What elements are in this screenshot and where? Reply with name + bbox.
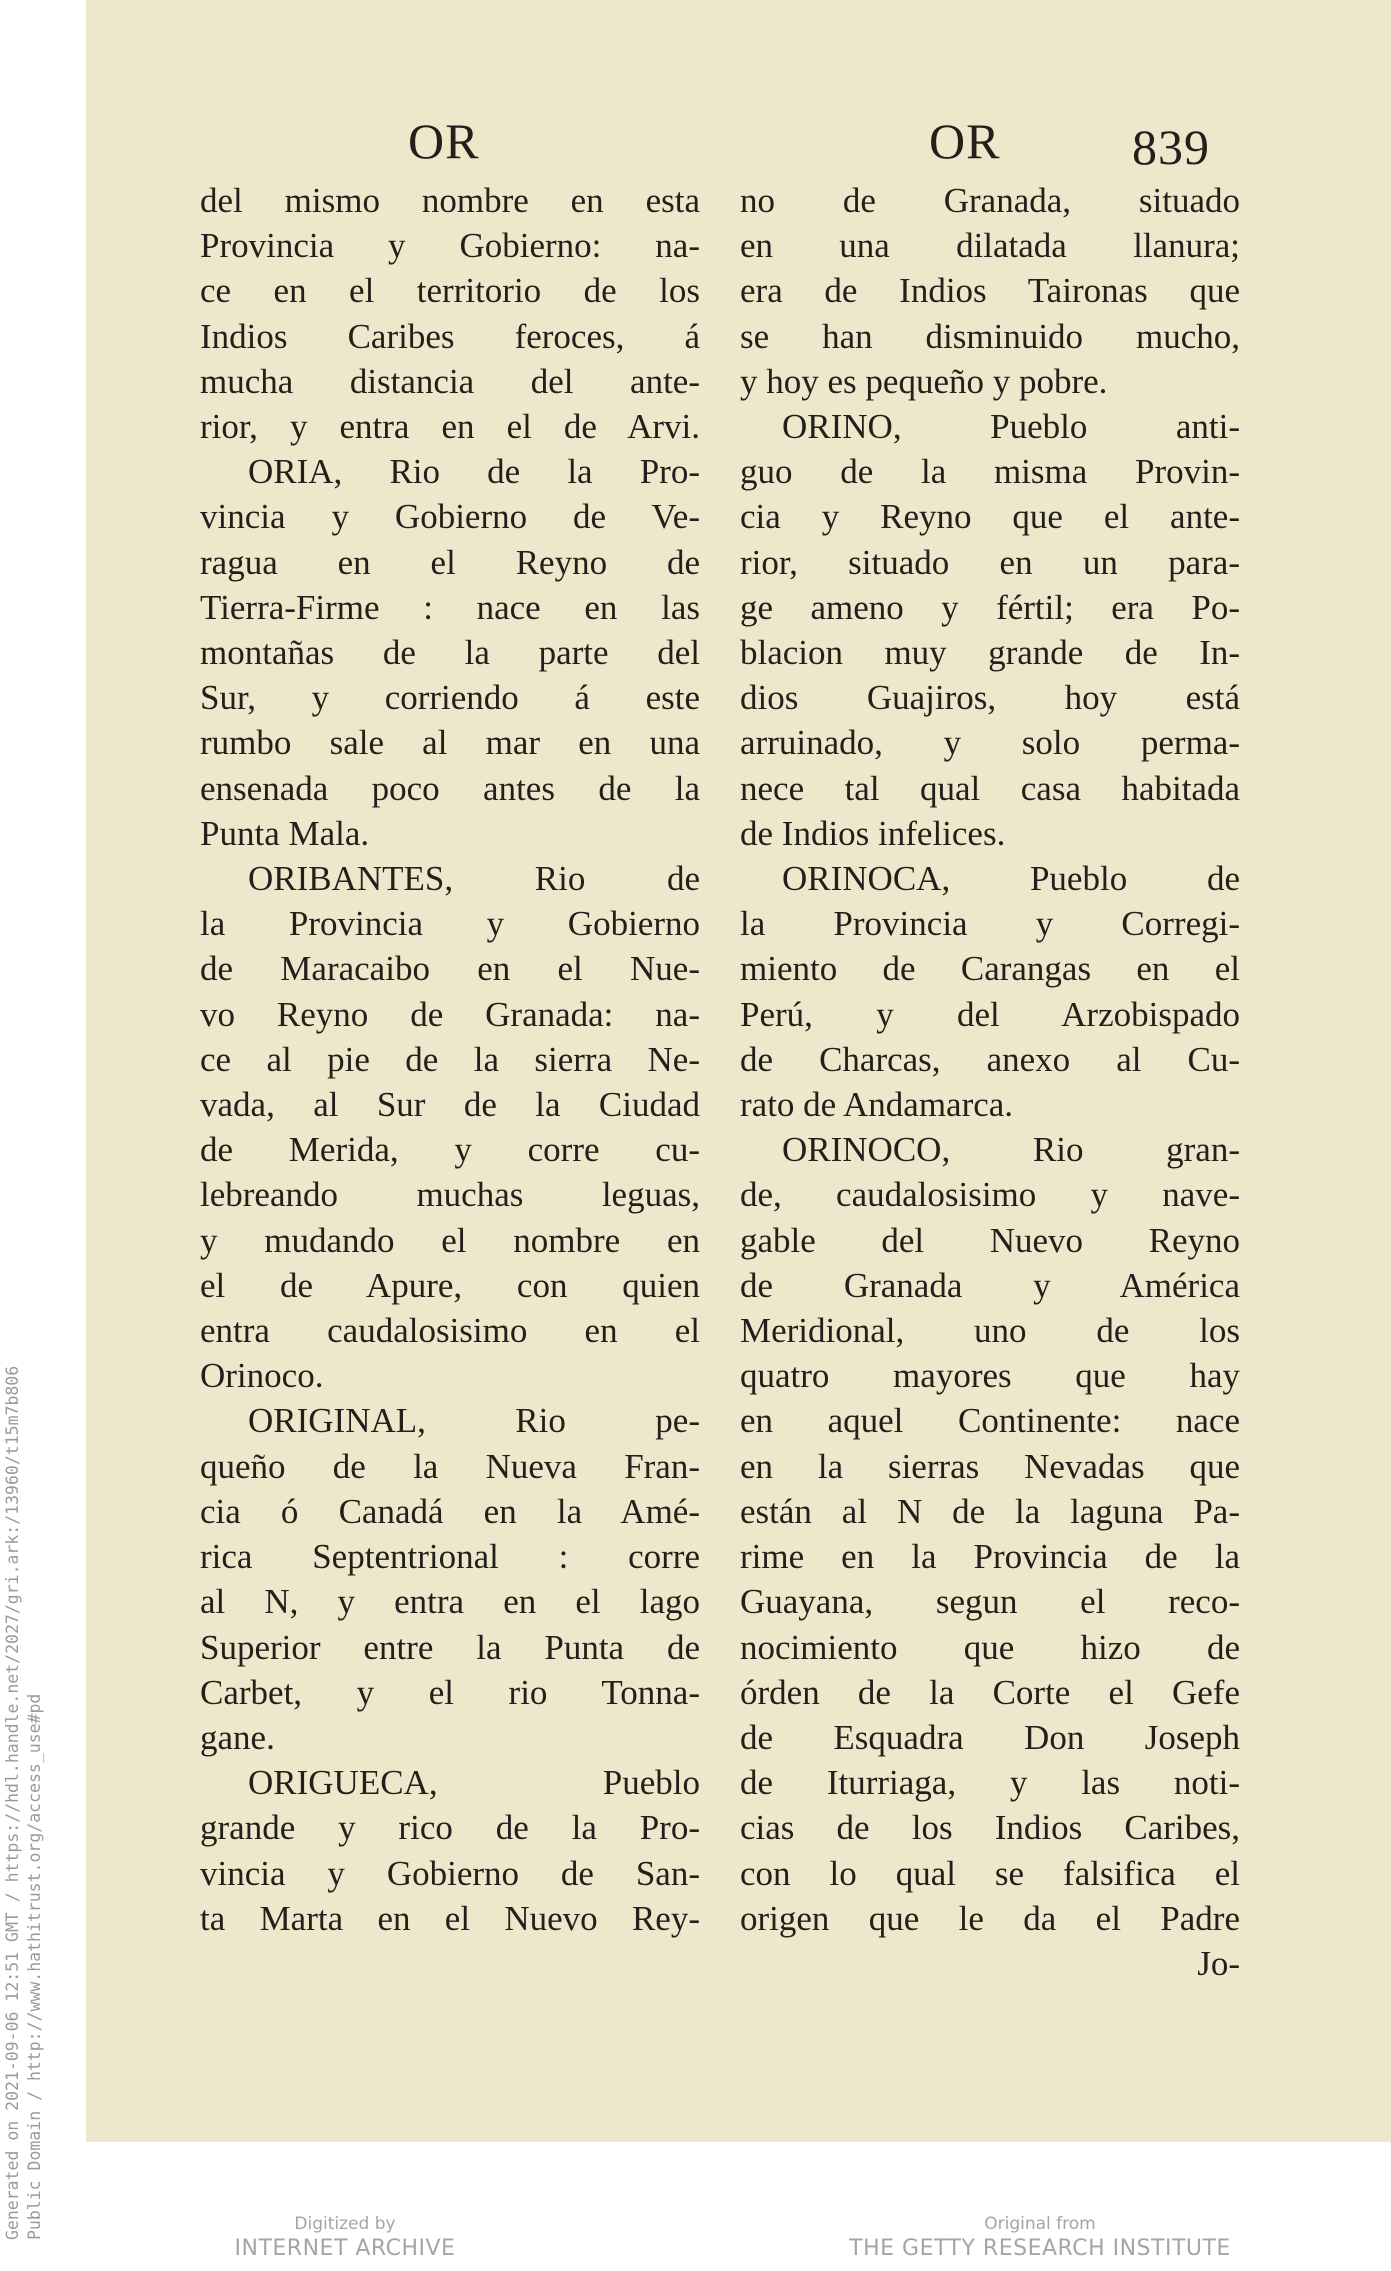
text-line: rato de Andamarca. xyxy=(740,1085,1014,1125)
original-from-credit xyxy=(840,2213,1240,2263)
text-line: ta Marta en el Nuevo Rey- xyxy=(200,1898,700,1938)
running-head-right: OR xyxy=(929,113,1001,169)
entry-heading-line: ORIGINAL, Rio pe- xyxy=(248,1401,700,1441)
text-line: Orinoco. xyxy=(200,1356,324,1396)
text-line: y hoy es pequeño y pobre. xyxy=(740,361,1108,401)
page-number: 839 xyxy=(1132,119,1210,175)
internet-archive-label: INTERNET ARCHIVE xyxy=(234,2236,456,2261)
text-line: arruinado, y solo perma- xyxy=(740,723,1240,763)
entry-heading-line: ORINO, Pueblo anti- xyxy=(782,407,1240,447)
original-from-label: Original from xyxy=(984,2214,1096,2234)
text-line: guo de la misma Provin- xyxy=(740,452,1240,492)
digitized-by-label: Digitized by xyxy=(294,2214,396,2234)
text-line: de Iturriaga, y las noti- xyxy=(740,1763,1240,1803)
entry-heading-line: ORINOCA, Pueblo de xyxy=(782,859,1240,899)
generation-stamp-line: Generated on 2021-09-06 12:51 GMT / https://hdl.handle.net/2027/gri.ark:/13960/t15m7b806 xyxy=(3,1365,22,2240)
text-line: de, caudalosisimo y nave- xyxy=(740,1175,1240,1215)
text-line: cias de los Indios Caribes, xyxy=(740,1808,1240,1848)
text-line: de Granada y América xyxy=(740,1265,1240,1305)
text-line: entra caudalosisimo en el xyxy=(200,1311,700,1351)
text-line: la Provincia y Gobierno xyxy=(200,904,700,944)
access-stamp xyxy=(2,1140,46,2240)
text-line: rica Septentrional : corre xyxy=(200,1537,700,1577)
text-line: gane. xyxy=(200,1717,275,1757)
digitized-by-credit xyxy=(230,2213,460,2263)
text-line: era de Indios Taironas que xyxy=(740,271,1240,311)
text-line: ensenada poco antes de la xyxy=(200,768,700,808)
text-line: ce al pie de la sierra Ne- xyxy=(200,1039,700,1079)
text-line: rumbo sale al mar en una xyxy=(200,723,700,763)
text-line: ce en el territorio de los xyxy=(200,271,700,311)
text-line: el de Apure, con quien xyxy=(200,1265,700,1305)
text-line: en la sierras Nevadas que xyxy=(740,1446,1240,1486)
text-line: la Provincia y Corregi- xyxy=(740,904,1240,944)
text-line: están al N de la laguna Pa- xyxy=(740,1491,1240,1531)
catchword: Jo- xyxy=(1197,1943,1240,1983)
text-line: de Esquadra Don Joseph xyxy=(740,1717,1240,1757)
text-line: rior, y entra en el de Arvi. xyxy=(200,407,700,447)
text-line: Punta Mala. xyxy=(200,813,370,853)
text-line: rior, situado en un para- xyxy=(740,542,1240,582)
text-line: vincia y Gobierno de Ve- xyxy=(200,497,700,537)
left-column xyxy=(200,178,700,1941)
text-line: lebreando muchas leguas, xyxy=(200,1175,700,1215)
text-line: blacion muy grande de In- xyxy=(740,633,1240,673)
right-column xyxy=(740,178,1240,1986)
text-line: queño de la Nueva Fran- xyxy=(200,1446,700,1486)
text-line: rime en la Provincia de la xyxy=(740,1537,1240,1577)
text-line: Indios Caribes feroces, á xyxy=(200,316,700,356)
text-line: Provincia y Gobierno: na- xyxy=(200,226,700,266)
text-line: gable del Nuevo Reyno xyxy=(740,1220,1240,1260)
text-line: Sur, y corriendo á este xyxy=(200,678,700,718)
text-line: no de Granada, situado xyxy=(740,181,1240,220)
entry-heading-line: ORINOCO, Rio gran- xyxy=(782,1130,1240,1170)
text-line: mucha distancia del ante- xyxy=(200,361,700,401)
text-line: quatro mayores que hay xyxy=(740,1356,1240,1396)
text-line: montañas de la parte del xyxy=(200,633,700,673)
text-line: de Indios infelices. xyxy=(740,813,1006,853)
text-line: nocimiento que hizo de xyxy=(740,1627,1240,1667)
running-head-left: OR xyxy=(408,113,480,169)
text-line: cia y Reyno que el ante- xyxy=(740,497,1240,537)
text-line: nece tal qual casa habitada xyxy=(740,768,1240,808)
text-line: Superior entre la Punta de xyxy=(200,1627,700,1667)
text-line: vo Reyno de Granada: na- xyxy=(200,994,700,1034)
text-line: de Merida, y corre cu- xyxy=(200,1130,700,1170)
text-line: al N, y entra en el lago xyxy=(200,1582,700,1622)
text-line: ge ameno y fértil; era Po- xyxy=(740,587,1240,627)
entry-heading-line: ORIBANTES, Rio de xyxy=(248,859,700,899)
text-line: miento de Carangas en el xyxy=(740,949,1240,989)
text-line: se han disminuido mucho, xyxy=(740,316,1240,356)
text-line: del mismo nombre en esta xyxy=(200,181,700,220)
text-line: de Maracaibo en el Nue- xyxy=(200,949,700,989)
text-line: ragua en el Reyno de xyxy=(200,542,700,582)
rights-stamp-line: Public Domain / http://www.hathitrust.org/access_use#pd xyxy=(25,1693,44,2240)
getty-institute-label: THE GETTY RESEARCH INSTITUTE xyxy=(849,2236,1231,2261)
text-line: cia ó Canadá en la Amé- xyxy=(200,1491,700,1531)
text-line: vada, al Sur de la Ciudad xyxy=(200,1085,700,1125)
text-line: con lo qual se falsifica el xyxy=(740,1853,1240,1893)
text-line: origen que le da el Padre xyxy=(740,1898,1240,1938)
text-line: Meridional, uno de los xyxy=(740,1311,1240,1351)
text-line: vincia y Gobierno de San- xyxy=(200,1853,700,1893)
text-line: Carbet, y el rio Tonna- xyxy=(200,1672,700,1712)
text-line: y mudando el nombre en xyxy=(200,1220,700,1260)
entry-heading-line: ORIA, Rio de la Pro- xyxy=(248,452,700,492)
text-line: grande y rico de la Pro- xyxy=(200,1808,700,1848)
text-line: Tierra-Firme : nace en las xyxy=(200,587,700,627)
text-line: en una dilatada llanura; xyxy=(740,226,1240,266)
text-line: en aquel Continente: nace xyxy=(740,1401,1240,1441)
text-line: Guayana, segun el reco- xyxy=(740,1582,1240,1622)
text-line: dios Guajiros, hoy está xyxy=(740,678,1240,718)
entry-heading-line: ORIGUECA, Pueblo xyxy=(248,1763,700,1803)
text-line: órden de la Corte el Gefe xyxy=(740,1672,1240,1712)
text-line: Perú, y del Arzobispado xyxy=(740,994,1240,1034)
text-line: de Charcas, anexo al Cu- xyxy=(740,1039,1240,1079)
